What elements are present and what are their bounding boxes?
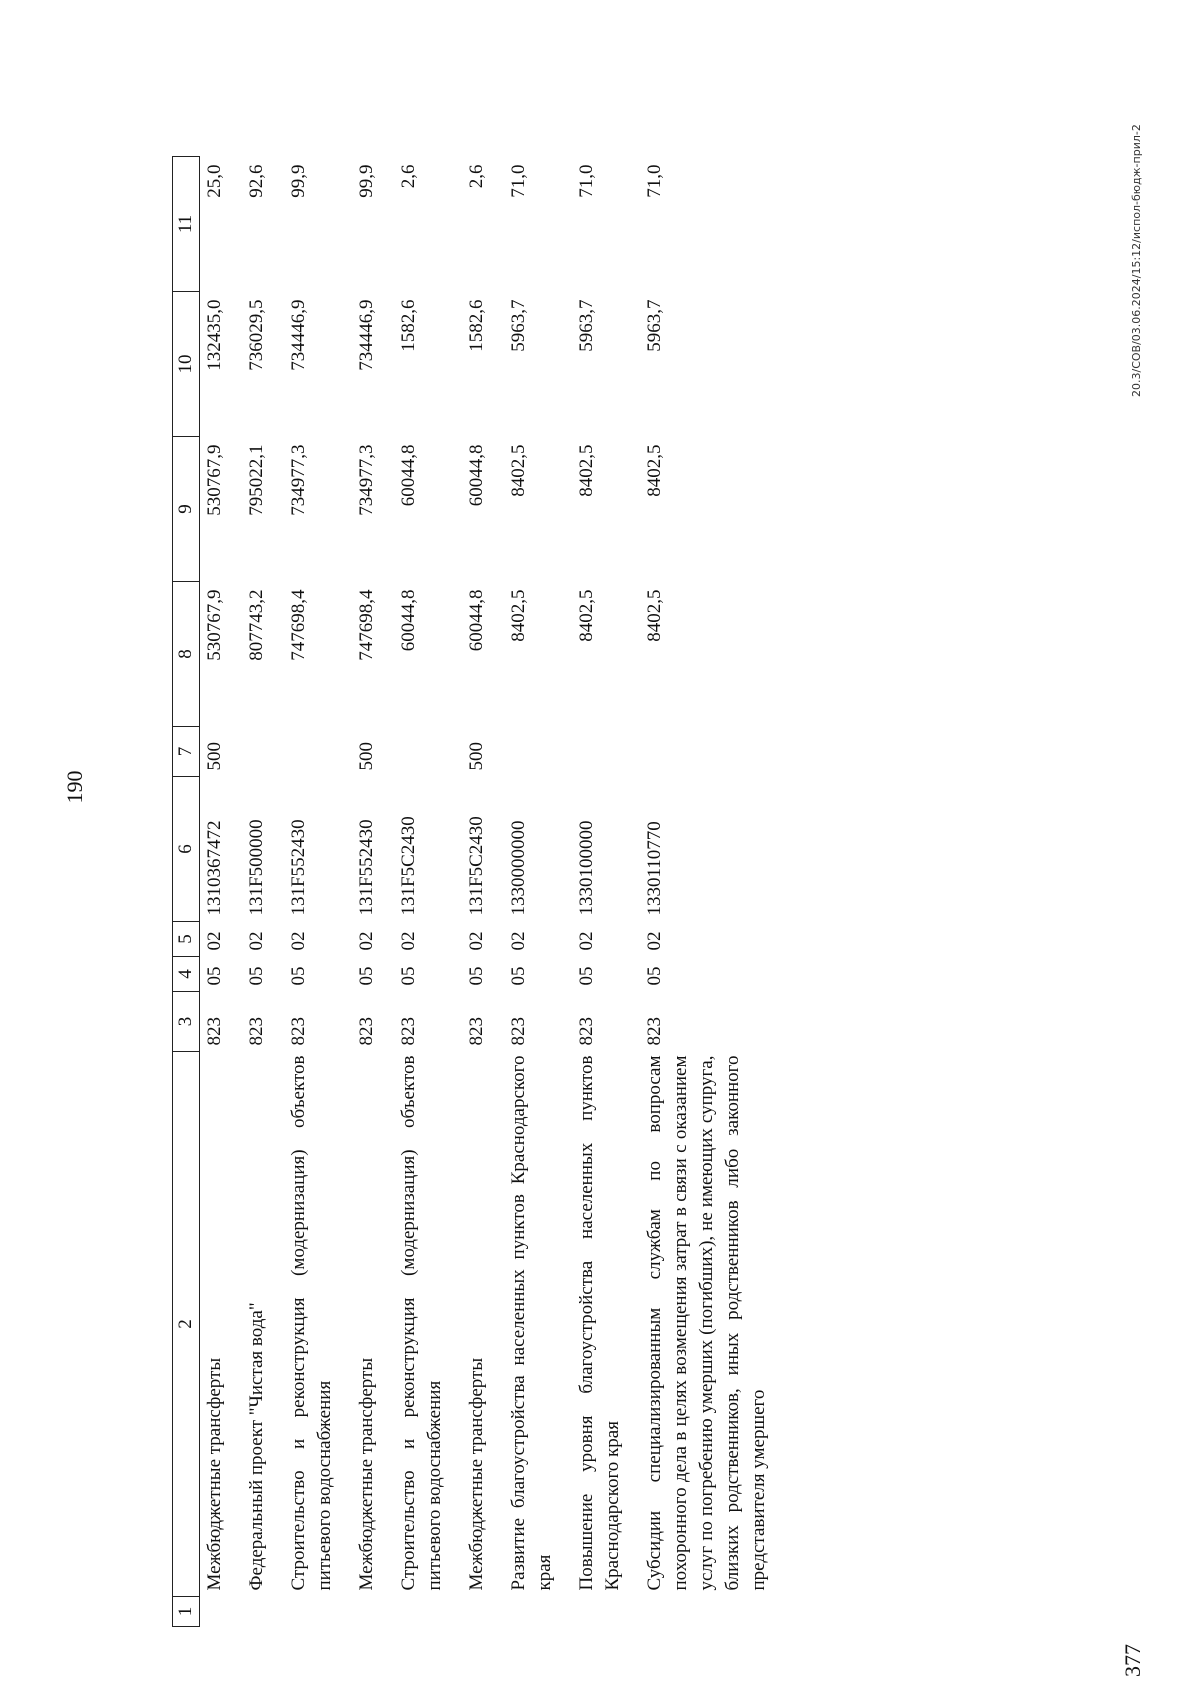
cell-c9: 8402,5 <box>576 444 597 497</box>
cell-c3: 823 <box>644 1017 665 1046</box>
header-row <box>173 157 200 1627</box>
cell-c6: 131F552430 <box>356 819 377 916</box>
cell-c8: 60044,8 <box>466 589 487 652</box>
cell-c11: 2,6 <box>398 164 419 189</box>
table-row <box>278 157 346 1627</box>
cell-c11: 99,9 <box>356 164 377 198</box>
empty-cell <box>346 1597 388 1627</box>
table-row <box>346 157 388 1627</box>
cell-c3: 823 <box>246 1017 267 1046</box>
row-name: Межбюджетные трансферты <box>466 1357 487 1591</box>
empty-cell <box>498 1597 566 1627</box>
cell-c9: 8402,5 <box>644 444 665 497</box>
cell-c4: 05 <box>398 966 419 986</box>
cell-c3: 823 <box>356 1017 377 1046</box>
document-stamp: 20.3/СОВ/03.06.2024/15:12/испол-бюдж-прил-2 <box>1130 124 1143 397</box>
cell-c10: 736029,5 <box>246 299 267 371</box>
row-name: Субсидии специализированным службам по вопросам похоронного дела в целях возмещения затрат в связи с оказанием услуг по погребению умерших (погибших), не имеющих супруга, близких родственников, иных родственников либо законного представителя умершего <box>644 1055 769 1591</box>
header-cell: 11 <box>173 157 200 292</box>
table-row <box>498 157 566 1627</box>
cell-c8: 747698,4 <box>356 589 377 661</box>
cell-c6: 131F5C2430 <box>398 816 419 916</box>
cell-c4: 05 <box>466 966 487 986</box>
empty-cell <box>634 1597 780 1627</box>
cell-c8: 8402,5 <box>508 589 529 642</box>
cell-c11: 71,0 <box>576 164 597 198</box>
cell-c10: 5963,7 <box>644 299 665 352</box>
cell-c4: 05 <box>576 966 597 986</box>
empty-cell <box>200 1597 237 1627</box>
cell-c10: 132435,0 <box>204 299 225 371</box>
budget-table <box>172 156 780 1627</box>
cell-c9: 734977,3 <box>288 444 309 516</box>
cell-c8: 8402,5 <box>644 589 665 642</box>
cell-c4: 05 <box>356 966 377 986</box>
cell-c11: 92,6 <box>246 164 267 198</box>
row-name: Строительство и реконструкция (модернизация) объектов питьевого водоснабжения <box>398 1055 445 1591</box>
table-row <box>634 157 780 1627</box>
header-cell: 3 <box>173 992 200 1052</box>
header-cell: 6 <box>173 777 200 922</box>
cell-c7 <box>388 727 456 777</box>
cell-c5: 02 <box>398 931 419 951</box>
cell-c6: 1310367472 <box>204 820 225 916</box>
table-body <box>200 157 781 1627</box>
cell-c5: 02 <box>356 931 377 951</box>
cell-c6: 1330000000 <box>508 820 529 916</box>
cell-c11: 71,0 <box>508 164 529 198</box>
cell-c5: 02 <box>288 931 309 951</box>
row-name: Межбюджетные трансферты <box>356 1357 377 1591</box>
cell-c5: 02 <box>576 931 597 951</box>
header-cell: 4 <box>173 957 200 992</box>
cell-c9: 60044,8 <box>398 444 419 507</box>
cell-c8: 747698,4 <box>288 589 309 661</box>
header-cell: 10 <box>173 292 200 437</box>
header-cell: 7 <box>173 727 200 777</box>
cell-c7: 500 <box>466 742 487 771</box>
empty-cell <box>388 1597 456 1627</box>
cell-c7 <box>278 727 346 777</box>
cell-c8: 530767,9 <box>204 589 225 661</box>
cell-c3: 823 <box>398 1017 419 1046</box>
cell-c10: 734446,9 <box>356 299 377 371</box>
cell-c10: 1582,6 <box>398 299 419 352</box>
cell-c9: 60044,8 <box>466 444 487 507</box>
empty-cell <box>278 1597 346 1627</box>
cell-c3: 823 <box>466 1017 487 1046</box>
cell-c6: 131F552430 <box>288 819 309 916</box>
cell-c3: 823 <box>288 1017 309 1046</box>
cell-c9: 530767,9 <box>204 444 225 516</box>
cell-c7 <box>498 727 566 777</box>
cell-c5: 02 <box>246 931 267 951</box>
cell-c5: 02 <box>466 931 487 951</box>
cell-c6: 1330100000 <box>576 820 597 916</box>
cell-c6: 131F5C2430 <box>466 816 487 916</box>
header-cell: 1 <box>173 1597 200 1627</box>
cell-c5: 02 <box>204 931 225 951</box>
table-row <box>566 157 634 1627</box>
sheet-number: 377 <box>1120 1644 1145 1677</box>
cell-c6: 1330110770 <box>644 821 665 916</box>
header-cell: 8 <box>173 582 200 727</box>
row-name: Межбюджетные трансферты <box>204 1357 225 1591</box>
table-row <box>236 157 278 1627</box>
cell-c10: 734446,9 <box>288 299 309 371</box>
empty-cell <box>566 1597 634 1627</box>
empty-cell <box>456 1597 498 1627</box>
cell-c4: 05 <box>508 966 529 986</box>
row-name: Федеральный проект "Чистая вода" <box>246 1302 267 1591</box>
cell-c7: 500 <box>204 742 225 771</box>
cell-c3: 823 <box>204 1017 225 1046</box>
table-row <box>456 157 498 1627</box>
row-name: Строительство и реконструкция (модернизация) объектов питьевого водоснабжения <box>288 1055 335 1591</box>
cell-c8: 60044,8 <box>398 589 419 652</box>
cell-c9: 734977,3 <box>356 444 377 516</box>
cell-c4: 05 <box>204 966 225 986</box>
row-name: Развитие благоустройства населенных пунктов Краснодарского края <box>508 1055 555 1591</box>
cell-c7 <box>634 727 780 777</box>
cell-c7 <box>566 727 634 777</box>
table-row <box>200 157 237 1627</box>
cell-c9: 8402,5 <box>508 444 529 497</box>
page-number: 190 <box>62 770 87 804</box>
cell-c9: 795022,1 <box>246 444 267 516</box>
cell-c5: 02 <box>508 931 529 951</box>
cell-c10: 1582,6 <box>466 299 487 352</box>
cell-c11: 2,6 <box>466 164 487 189</box>
cell-c8: 807743,2 <box>246 589 267 661</box>
cell-c11: 25,0 <box>204 164 225 198</box>
cell-c7: 500 <box>356 742 377 771</box>
cell-c11: 71,0 <box>644 164 665 198</box>
header-cell: 9 <box>173 437 200 582</box>
cell-c10: 5963,7 <box>508 299 529 352</box>
cell-c4: 05 <box>246 966 267 986</box>
cell-c3: 823 <box>508 1017 529 1046</box>
cell-c6: 131F500000 <box>246 819 267 916</box>
table-row <box>388 157 456 1627</box>
cell-c10: 5963,7 <box>576 299 597 352</box>
header-cell: 2 <box>173 1052 200 1597</box>
cell-c11: 99,9 <box>288 164 309 198</box>
empty-cell <box>236 1597 278 1627</box>
header-cell: 5 <box>173 922 200 957</box>
cell-c4: 05 <box>288 966 309 986</box>
cell-c4: 05 <box>644 966 665 986</box>
cell-c7 <box>236 727 278 777</box>
row-name: Повышение уровня благоустройства населенных пунктов Краснодарского края <box>576 1055 623 1591</box>
cell-c5: 02 <box>644 931 665 951</box>
cell-c3: 823 <box>576 1017 597 1046</box>
cell-c8: 8402,5 <box>576 589 597 642</box>
